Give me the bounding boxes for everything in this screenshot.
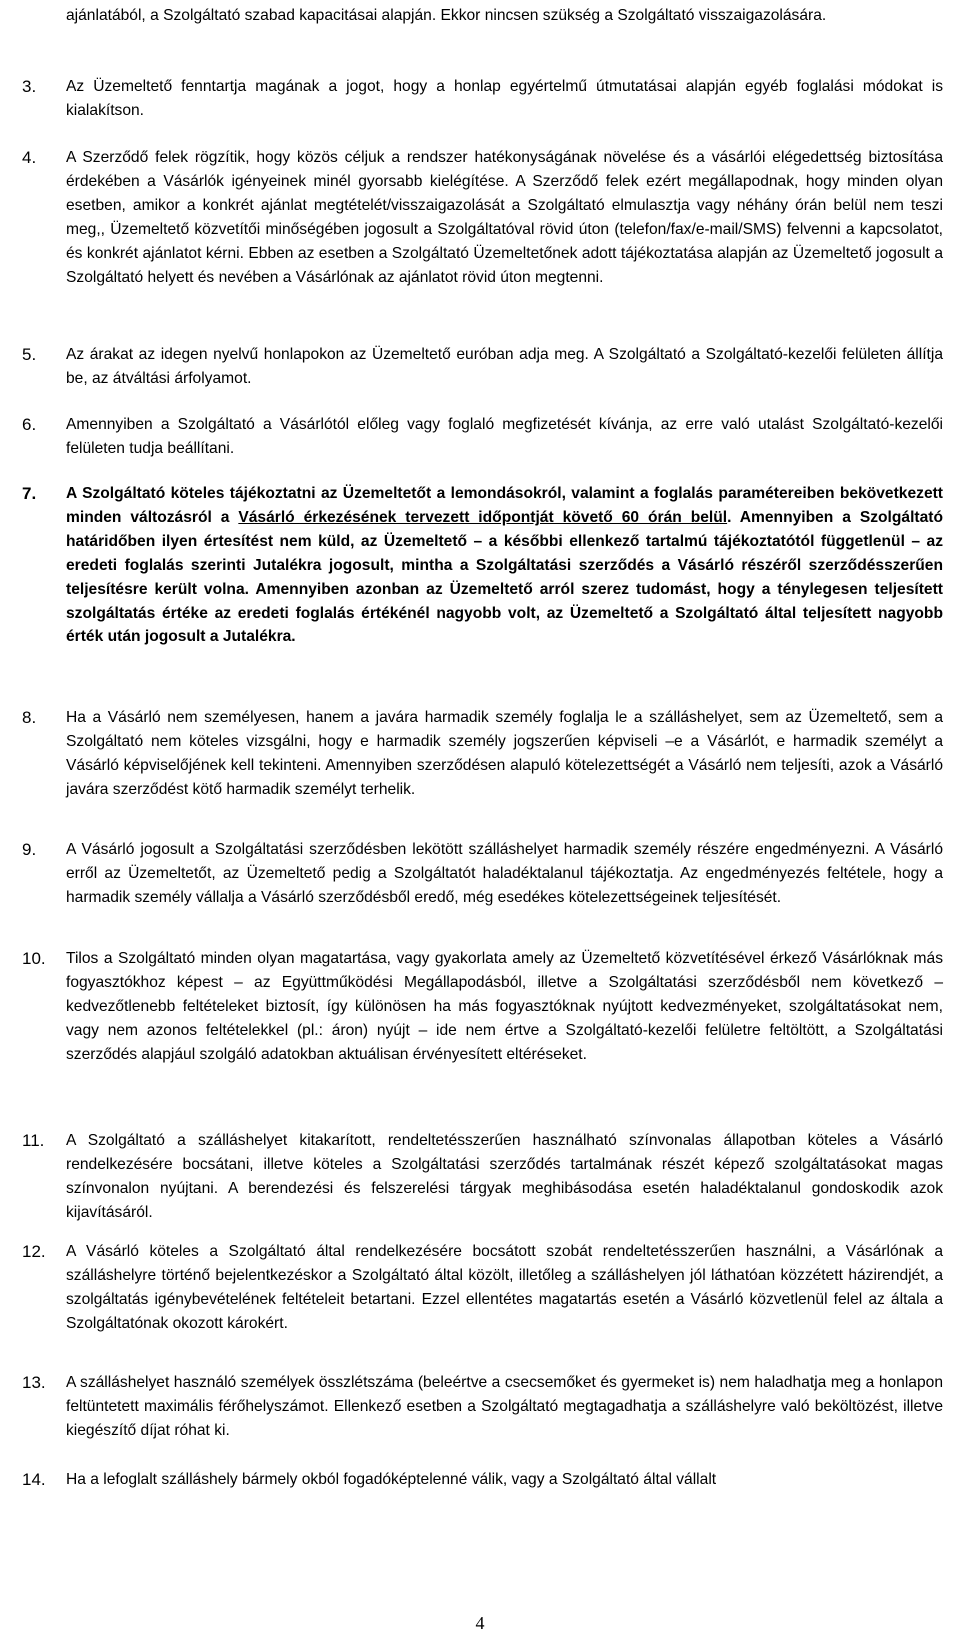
item-text-part: . Amennyiben a Szolgáltató határidőben ilyen értesítést nem küld, az Üzemeltető – a későbbi ellenkező tartalmú tájékoztatótól függetlenül – az eredeti foglalás szerinti Jutalékra jogosult, mintha a Szolgáltatási szerződés a Vásárló részéről szerződésszerűen teljesítésre került volna. Amennyiben azonban az Üzemeltető arról szerez tudomást, hogy a ténylegesen teljesített szolgáltatás értéke az eredeti foglalás értékénél nagyobb volt, az Üzemeltető a Szolgáltató által teljesített nagyobb érték után jogosult a Jutalékra. xyxy=(66,508,943,646)
item-number: 6. xyxy=(22,415,37,434)
item-number: 14. xyxy=(22,1470,46,1489)
item-text: A Vásárló jogosult a Szolgáltatási szerződésben lekötött szálláshelyet harmadik személy részére engedményezni. A Vásárló erről az Üzemeltetőt, az Üzemeltető pedig a Szolgáltatót haladéktalanul tájékoztatja. Az engedményezés feltétele, hogy a harmadik személy vállalja a Vásárló szerződésből eredő, még esedékes kötelezettségeinek teljesítését. xyxy=(66,841,943,906)
item-number: 9. xyxy=(22,840,37,859)
item-text: A Vásárló köteles a Szolgáltató által rendelkezésére bocsátott szobát rendeltetésszerűen használni, a Vásárlónak a szálláshelyre történő bejelentkezéskor a Szolgáltató által közölt, illetőleg a szálláshelyen jól láthatóan közzétett házirendjét, a szolgáltatás igénybevételének feltételeit betartani. Ezzel ellentétes magatartás esetén a Vásárló közvetlenül felel az általa a Szolgáltatónak okozott károkért. xyxy=(66,1243,943,1332)
item-number: 7. xyxy=(22,484,37,503)
item-text: A szálláshelyet használó személyek összlétszáma (beleértve a csecsemőket és gyermeket is) nem haladhatja meg a honlapon feltüntetett maximális férőhelyszámot. Ellenkező esetben a Szolgáltató megtagadhatja a szálláshelyre való beköltözést, illetve kiegészítő díjat róhat ki. xyxy=(66,1374,943,1439)
item-text: Az Üzemeltető fenntartja magának a jogot, hogy a honlap egyértelmű útmutatásai alapján egyéb foglalási módokat is kialakítson. xyxy=(66,78,943,119)
item-text: Amennyiben a Szolgáltató a Vásárlótól előleg vagy foglaló megfizetését kívánja, az erre való utalást Szolgáltató-kezelői felületen tudja beállítani. xyxy=(66,416,943,457)
item-text xyxy=(66,482,943,649)
item-text: Ha a lefoglalt szálláshely bármely okból fogadóképtelenné válik, vagy a Szolgáltató által vállalt xyxy=(66,1471,717,1488)
item-number: 3. xyxy=(22,77,37,96)
item-text: A Szerződő felek rögzítik, hogy közös céljuk a rendszer hatékonyságának növelése és a vásárlói elégedettség biztosítása érdekében a Vásárlók igényeinek minél gyorsabb kielégítése. A Szerződő felek ezért megállapodnak, hogy minden olyan esetben, amikor a konkrét ajánlat megtételét/visszaigazolását a Szolgáltató elmulasztja vagy néhány órán belül nem teszi meg,, Üzemeltető közvetítői minőségében jogosult a Szolgáltatóval rövid úton (telefon/fax/e-mail/SMS) felvenni a kapcsolatot, és konkrét ajánlatot kérni. Ebben az esetben a Szolgáltató Üzemeltetőnek adott tájékoztatása alapján az Üzemeltető jogosult a Szolgáltató helyett és nevében a Vásárlónak az ajánlatot rövid úton megtenni. xyxy=(66,149,943,286)
item-number: 11. xyxy=(22,1131,45,1150)
item-number: 13. xyxy=(22,1373,46,1392)
item-number: 8. xyxy=(22,708,37,727)
page-number: 4 xyxy=(475,1613,485,1633)
item-number: 10. xyxy=(22,949,46,968)
item-text: A Szolgáltató a szálláshelyet kitakarított, rendeltetésszerűen használható színvonalas állapotban köteles a Vásárló rendelkezésére bocsátani, illetve köteles a Szolgáltatási szerződés tartalmának részét képező szolgáltatásokat magas színvonalon nyújtani. A berendezési és felszerelési tárgyak meghibásodása esetén haladéktalanul gondoskodik azok kijavításáról. xyxy=(66,1132,943,1221)
item-text: Ha a Vásárló nem személyesen, hanem a javára harmadik személy foglalja le a szálláshelyet, sem az Üzemeltető, sem a Szolgáltató nem köteles vizsgálni, hogy e harmadik személy jogszerűen képviseli –e a Vásárlót, e harmadik személyt a Vásárló képviselőjének kell tekinteni. Amennyiben szerződésen alapuló kötelezettségét a Vásárló nem teljesíti, azok a Vásárló javára szerződést kötő harmadik személyt terhelik. xyxy=(66,709,943,798)
item-number: 5. xyxy=(22,345,37,364)
continuation-paragraph: ajánlatából, a Szolgáltató szabad kapacitásai alapján. Ekkor nincsen szükség a Szolgáltató visszaigazolására. xyxy=(66,7,827,24)
item-text: Tilos a Szolgáltató minden olyan magatartása, vagy gyakorlata amely az Üzemeltető közvetítésével érkező Vásárlóknak más fogyasztókhoz képest – az Együttműködési Megállapodásból, illetve a Szolgáltatási szerződésből nem következő – kedvezőtlenebb feltételeket biztosít, így különösen ha más fogyasztóknak nyújtott kedvezményeket, szolgáltatásokat nem, vagy nem azonos feltételekkel (pl.: áron) nyújt – ide nem értve a Szolgáltató-kezelői felületre feltöltött, a Szolgáltatási szerződés alapjául szolgáló adatokban aktuálisan érvényesített eltéréseket. xyxy=(66,950,943,1063)
item-number: 12. xyxy=(22,1242,46,1261)
item-number: 4. xyxy=(22,148,37,167)
item-text-part: A Szolgáltató köteles tájékoztatni az Üzemeltetőt a lemondásokról, valamint a foglalás paramétereiben bekövetkezett minden változásról a xyxy=(66,485,943,526)
item-text: Az árakat az idegen nyelvű honlapokon az Üzemeltető euróban adja meg. A Szolgáltató a Szolgáltató-kezelői felületen állítja be, az átváltási árfolyamot. xyxy=(66,346,943,387)
deadline-underlined: Vásárló érkezésének tervezett időpontját követő 60 órán belül xyxy=(238,508,728,526)
